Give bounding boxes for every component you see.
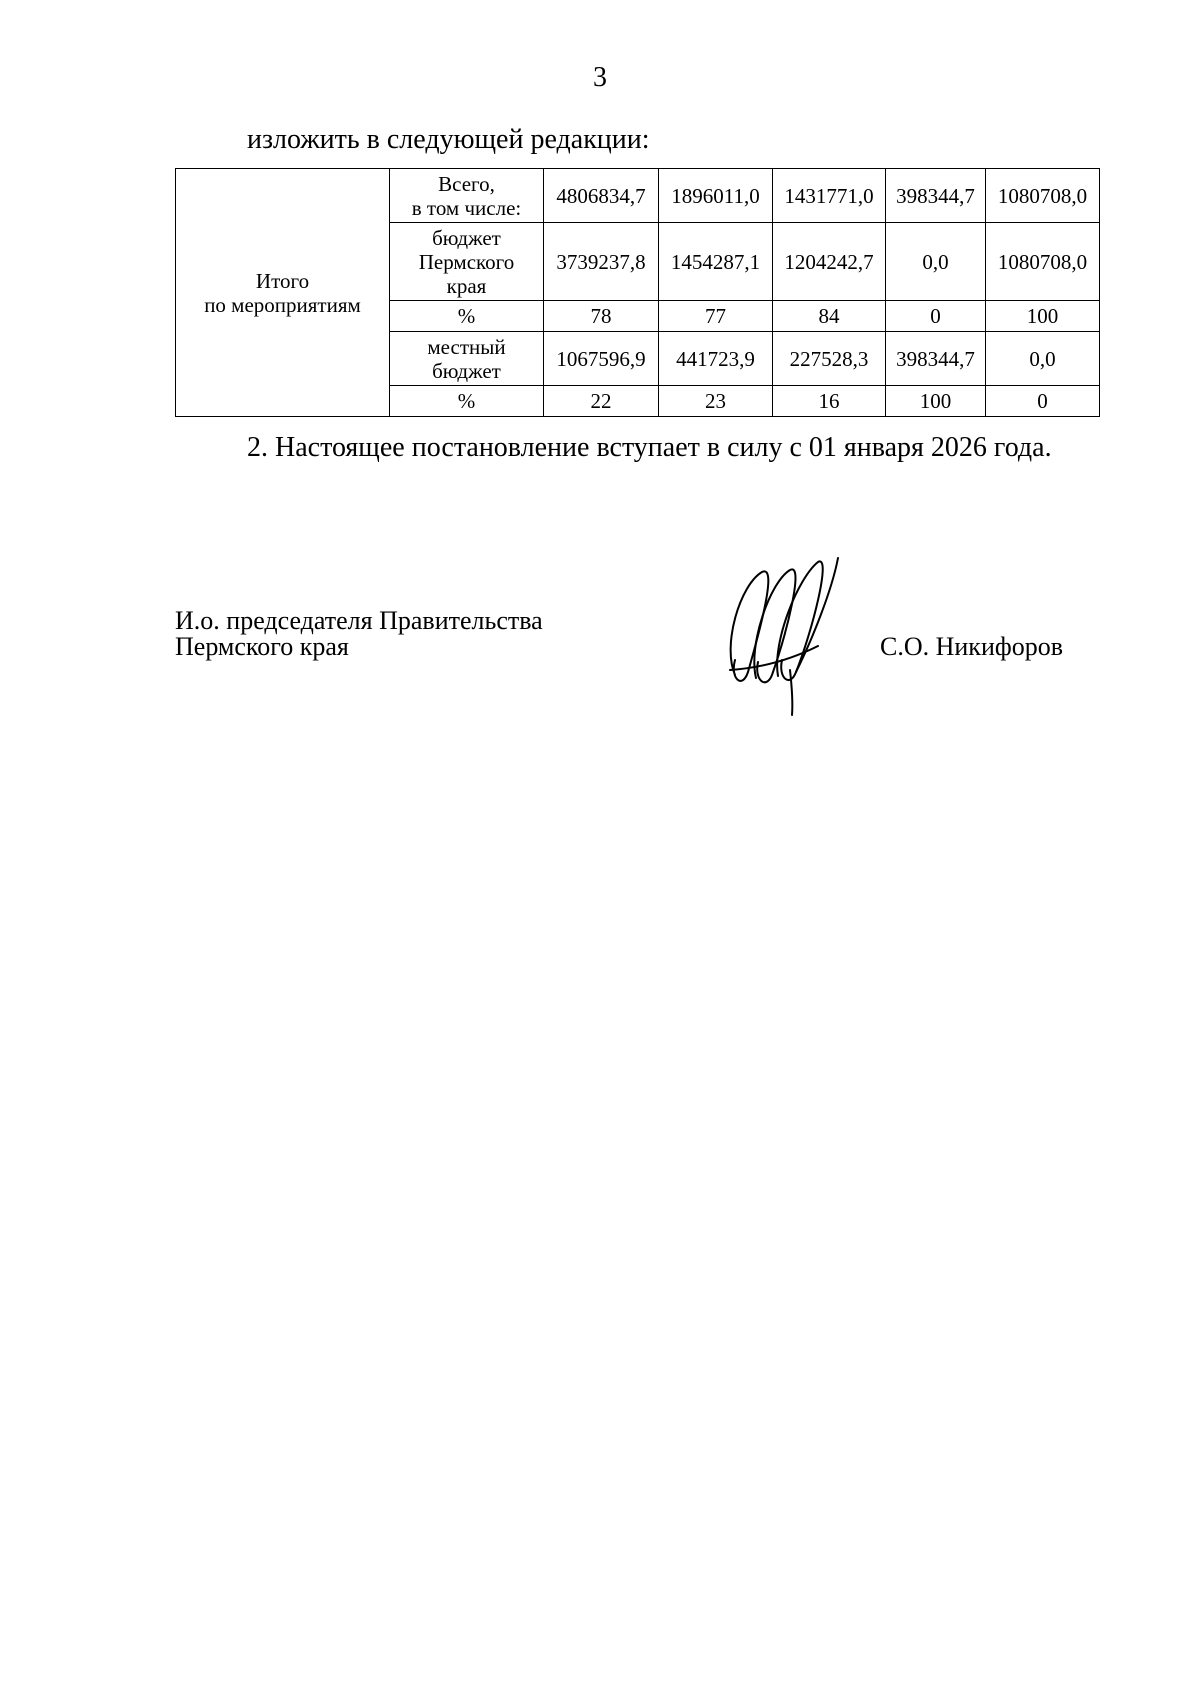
- value-cell: 1080708,0: [986, 223, 1100, 301]
- row-label-cell: Всего, в том числе:: [390, 169, 544, 223]
- value-cell: 398344,7: [886, 332, 986, 386]
- row-label-cell: бюджет Пермского края: [390, 223, 544, 301]
- value-cell: 0,0: [886, 223, 986, 301]
- value-cell: 1454287,1: [659, 223, 773, 301]
- signatory-title: И.о. председателя Правительства Пермского края: [175, 606, 543, 661]
- signatory-name: С.О. Никифоров: [880, 632, 1063, 661]
- value-cell: 1067596,9: [544, 332, 659, 386]
- value-cell: 441723,9: [659, 332, 773, 386]
- group-label-cell: Итого по мероприятиям: [176, 169, 390, 417]
- value-cell: 0: [986, 386, 1100, 417]
- row-label-cell: местный бюджет: [390, 332, 544, 386]
- value-cell: 1204242,7: [773, 223, 886, 301]
- value-cell: 22: [544, 386, 659, 417]
- intro-text: изложить в следующей редакции:: [247, 124, 650, 155]
- page-number: 3: [593, 62, 607, 93]
- value-cell: 0: [886, 301, 986, 332]
- value-cell: 77: [659, 301, 773, 332]
- value-cell: 100: [986, 301, 1100, 332]
- value-cell: 78: [544, 301, 659, 332]
- row-label-cell: %: [390, 386, 544, 417]
- value-cell: 227528,3: [773, 332, 886, 386]
- table-row: [176, 169, 1100, 223]
- value-cell: 0,0: [986, 332, 1100, 386]
- value-cell: 4806834,7: [544, 169, 659, 223]
- value-cell: 23: [659, 386, 773, 417]
- row-label-cell: %: [390, 301, 544, 332]
- value-cell: 100: [886, 386, 986, 417]
- budget-table: [175, 168, 1100, 417]
- clause-text: 2. Настоящее постановление вступает в силу с 01 января 2026 года.: [247, 432, 1052, 463]
- value-cell: 16: [773, 386, 886, 417]
- value-cell: 398344,7: [886, 169, 986, 223]
- value-cell: 3739237,8: [544, 223, 659, 301]
- signature-icon: [720, 550, 850, 720]
- value-cell: 1431771,0: [773, 169, 886, 223]
- value-cell: 1080708,0: [986, 169, 1100, 223]
- value-cell: 1896011,0: [659, 169, 773, 223]
- value-cell: 84: [773, 301, 886, 332]
